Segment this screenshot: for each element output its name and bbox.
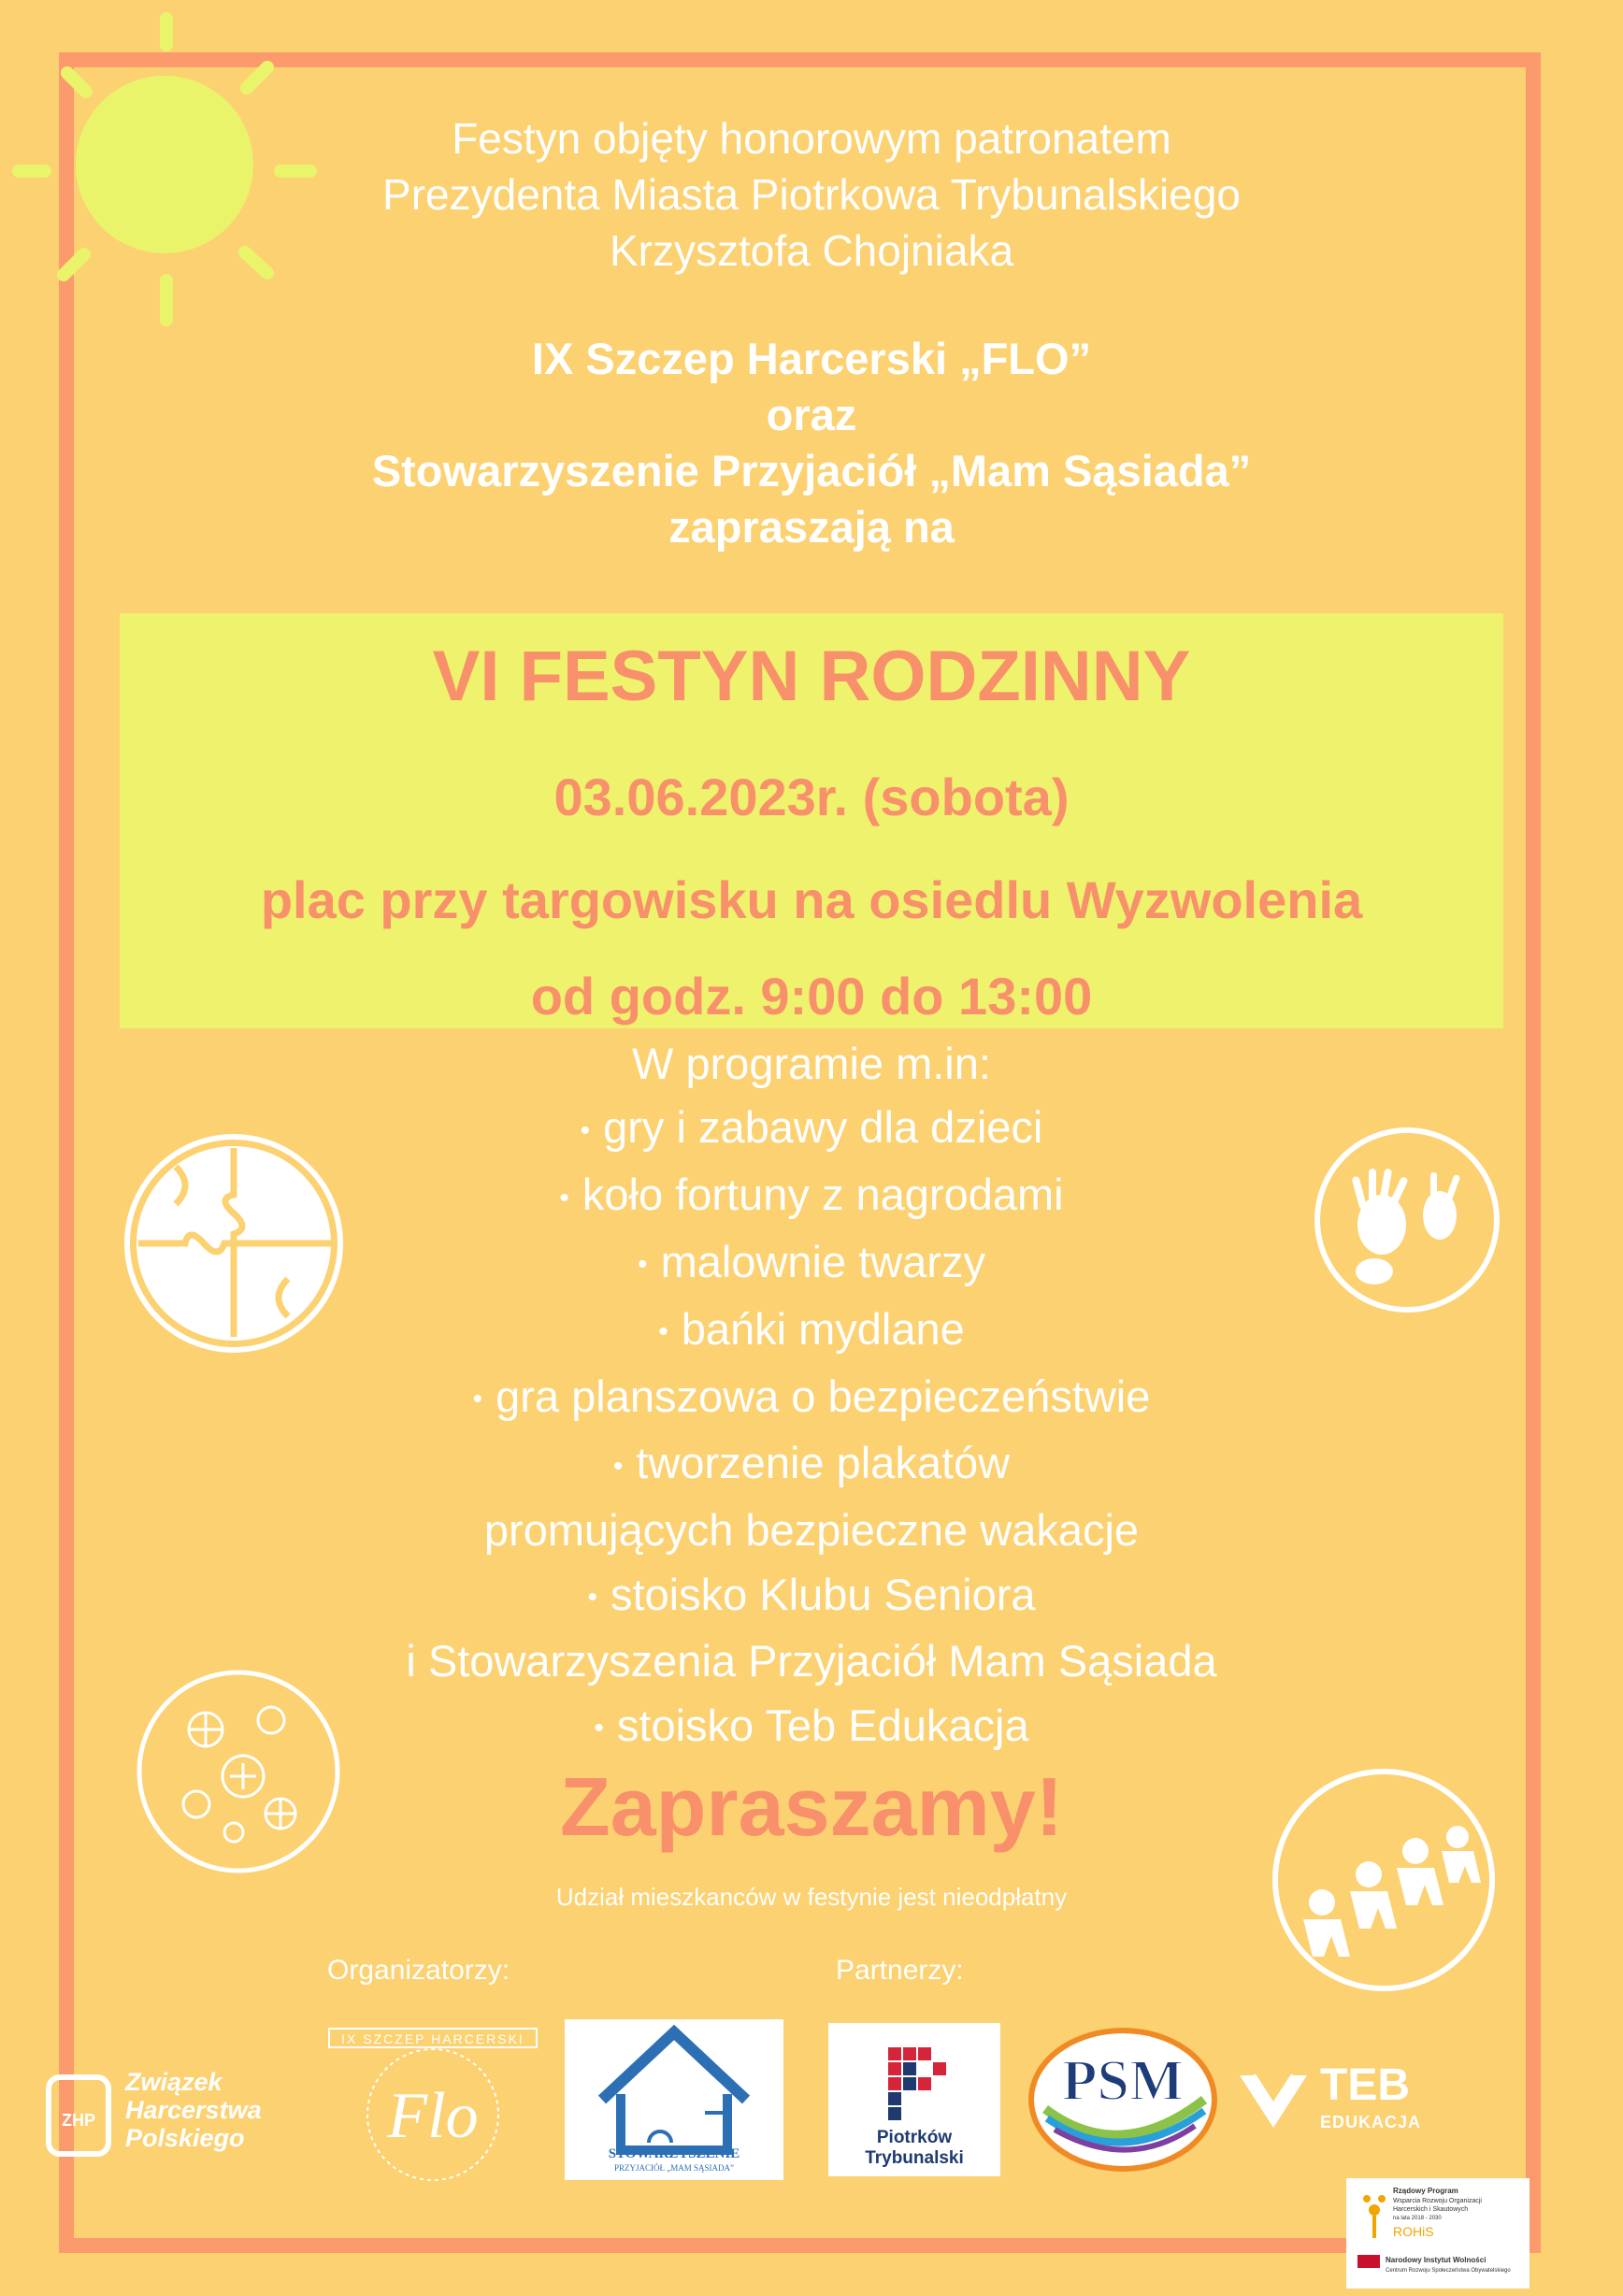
zhp-emblem-icon [45, 2074, 112, 2158]
teb-sub: EDUKACJA [1320, 2113, 1422, 2131]
bullet-icon: • [594, 1713, 604, 1744]
svg-text:ROHiS: ROHiS [1393, 2224, 1434, 2239]
handprints-circle-icon [1309, 1122, 1505, 1318]
organizer-association: Stowarzyszenie Przyjaciół „Mam Sąsiada” [371, 446, 1252, 495]
bullet-icon: • [658, 1316, 668, 1348]
piotrkow-trybunalski-logo [828, 2023, 1000, 2176]
list-item: • tworzenie plakatów [612, 1438, 1011, 1488]
bullet-icon: • [638, 1249, 648, 1281]
svg-text:Piotrków: Piotrków [876, 2128, 953, 2147]
teb-chevron-icon [1234, 2062, 1313, 2141]
bullet-icon: • [612, 1450, 624, 1482]
psm-logo [1027, 2025, 1219, 2174]
bullet-icon: • [472, 1383, 483, 1414]
invite-headline: Zapraszamy! [559, 1760, 1063, 1853]
event-highlight-box [120, 613, 1503, 1028]
organizer-scouts: IX Szczep Harcerski „FLO” [531, 334, 1092, 383]
list-item: • bańki mydlane [658, 1303, 965, 1354]
list-item-continuation: promujących bezpieczne wakacje [483, 1505, 1140, 1556]
list-item: • gry i zabawy dla dzieci [580, 1102, 1043, 1153]
event-title: VI FESTYN RODZINNY [432, 637, 1191, 716]
svg-text:Flo: Flo [387, 2080, 479, 2152]
teb-name: TEB [1320, 2060, 1410, 2110]
svg-text:ZHP: ZHP [62, 2111, 95, 2130]
conjunction: oraz [766, 390, 857, 439]
list-item: • stoisko Teb Edukacja [594, 1700, 1029, 1750]
patronage-text [0, 110, 1623, 279]
svg-text:Wsparcia Rozwoju Organizacji: Wsparcia Rozwoju Organizacji [1393, 2198, 1482, 2204]
svg-text:IX SZCZEP HARCERSKI: IX SZCZEP HARCERSKI [341, 2031, 524, 2046]
patronage-line-1: Festyn objęty honorowym patronatem [452, 114, 1171, 163]
event-date: 03.06.2023r. (sobota) [553, 768, 1070, 826]
flo-logo [327, 2019, 539, 2184]
invite-phrase: zapraszają na [668, 502, 955, 552]
event-hours: od godz. 9:00 do 13:00 [530, 967, 1093, 1026]
svg-text:Harcerskich i Skautowych: Harcerskich i Skautowych [1393, 2206, 1469, 2213]
list-item: • malownie twarzy [638, 1236, 985, 1286]
bullet-icon: • [587, 1581, 597, 1613]
partners-label: Partnerzy: [836, 1955, 964, 1986]
organizers-label: Organizatorzy: [327, 1955, 510, 1986]
svg-text:PSM: PSM [1061, 2049, 1185, 2113]
bullet-icon: • [559, 1182, 569, 1213]
patronage-line-2: Prezydenta Miasta Piotrkowa Trybunalskiego [382, 170, 1241, 219]
zhp-line-2: Harcerstwa [125, 2096, 262, 2124]
svg-text:PRZYJACIÓŁ „MAM SĄSIADA”: PRZYJACIÓŁ „MAM SĄSIADA” [613, 2163, 735, 2173]
rohis-logo [1346, 2178, 1530, 2289]
teb-edukacja-logo [1234, 2053, 1449, 2156]
bullet-icon: • [580, 1114, 591, 1146]
list-item: • gra planszowa o bezpieczeństwie [472, 1370, 1151, 1421]
puzzle-circle-icon [120, 1129, 349, 1358]
free-entry-note: Udział mieszkanców w festynie jest nieodpłatny [555, 1883, 1068, 1911]
zhp-line-3: Polskiego [125, 2124, 245, 2152]
zhp-line-1: Związek [125, 2068, 223, 2096]
event-place: plac przy targowisku na osiedlu Wyzwolenia [260, 870, 1363, 929]
patronage-line-3: Krzysztofa Chojniaka [609, 226, 1014, 275]
mam-sasiada-logo [565, 2019, 783, 2180]
svg-text:na lata 2018 - 2030: na lata 2018 - 2030 [1393, 2216, 1442, 2221]
svg-text:Centrum Rozwoju Społeczeństwa: Centrum Rozwoju Społeczeństwa Obywatelskiego [1386, 2268, 1511, 2274]
list-item: • stoisko Klubu Seniora [587, 1569, 1036, 1619]
program-heading: W programie m.in: [632, 1039, 991, 1088]
list-item-continuation: i Stowarzyszenia Przyjaciół Mam Sąsiada [406, 1636, 1217, 1686]
organizers-invitation [0, 331, 1623, 555]
svg-text:Rządowy Program: Rządowy Program [1393, 2187, 1458, 2195]
svg-text:STOWARZYSZENIE: STOWARZYSZENIE [608, 2146, 740, 2161]
svg-text:Narodowy Instytut Wolności: Narodowy Instytut Wolności [1386, 2256, 1487, 2264]
svg-text:Trybunalski: Trybunalski [865, 2148, 964, 2168]
zhp-logo [45, 2060, 297, 2163]
list-item: • koło fortuny z nagrodami [559, 1170, 1064, 1220]
